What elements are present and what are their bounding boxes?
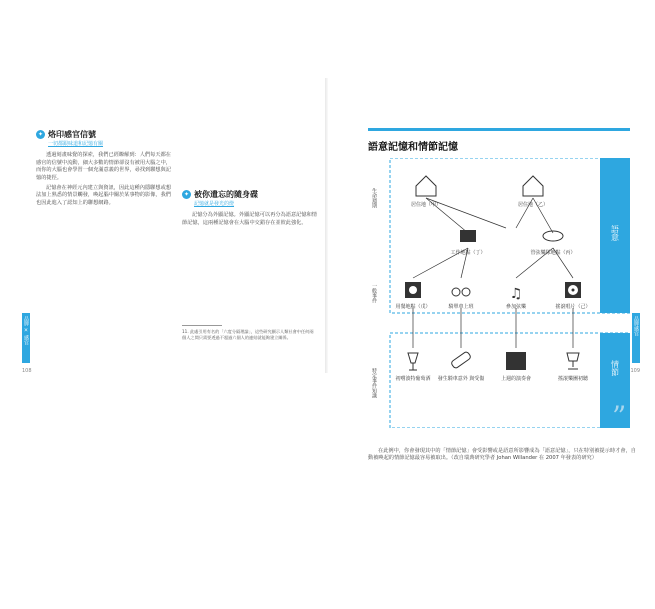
section-subtitle: 一切都跟味道和記憶有關	[48, 141, 104, 147]
footnote-rule	[182, 325, 222, 326]
bicycle-icon	[452, 288, 460, 296]
row-label-general: 一般事件	[371, 283, 377, 303]
briefcase-icon	[460, 230, 476, 242]
section-heading	[182, 190, 317, 199]
music-note-icon: ♫	[509, 286, 523, 302]
row-label-lifetime: 生命週期	[371, 188, 377, 208]
node-record	[555, 282, 590, 310]
house-icon	[416, 176, 436, 196]
node-rock	[558, 353, 589, 382]
node-label: 用餐地點（戊）	[395, 304, 431, 310]
wine-glass-icon	[408, 353, 418, 370]
band-label-episodic: 情節	[610, 360, 620, 376]
figure-caption: 在此例中，你會發現其中的「情節記憶」會受影響或是語意所影響成為「語意記憶」，只在特別被提示時才會，自動被喚起的情節記憶最容易被取出。（改自瑞典研究學者 Johan Willander 在 2007 年發表的研究）	[368, 448, 636, 462]
connector-lines	[410, 198, 576, 348]
quote-mark-icon: ”	[612, 400, 627, 433]
page-gutter	[325, 78, 328, 373]
house-icon	[523, 176, 543, 196]
node-bicycle	[447, 288, 473, 310]
left-page	[22, 78, 322, 378]
node-label: 搖滾樂團初聽	[557, 376, 589, 382]
bandage-icon	[451, 351, 472, 369]
row-label-specific: 特定事件知識	[371, 368, 377, 398]
node-concert	[501, 352, 531, 382]
footnote-text: 11. 此處引用有名的「六度分隔理論」，這些研究顯示人類社會中任何兩個人之間只需要透過不超過六個人的連結就能夠建立關係。	[182, 329, 314, 340]
node-wine	[395, 353, 430, 382]
node-label: 騎單車上班	[448, 304, 474, 310]
section-heading	[36, 130, 171, 139]
figure-title: 語意記憶和情節記憶	[368, 142, 458, 153]
paragraph: 透過刻畫味覺的探索，我們已經瞭解到：人們每天都在感官的信號中流動，細大多數的情節卻沒有被用大腦之中，而你的大腦也會學習一個充滿意義的世界，尋找到聯想與記憶的捷徑。	[36, 152, 171, 181]
node-label: 居住地（甲）	[410, 202, 442, 208]
node-label: 工作地點（丁）	[450, 250, 486, 256]
node-label: 發生騎車意外 與受傷	[437, 376, 485, 382]
node-label: 管弦樂隊地點（丙）	[530, 250, 576, 256]
band-label-semantic: 語意	[610, 225, 620, 241]
chapter-tab-label: 品牌感官	[633, 316, 639, 336]
node-label: 居住地（乙）	[517, 202, 549, 208]
node-residence-a	[411, 176, 441, 208]
left-sidebar	[22, 78, 30, 378]
section-title: 被你遺忘的隨身碟	[194, 189, 258, 199]
lightbulb-icon: ✦	[37, 130, 44, 138]
page-number: 108	[22, 368, 32, 374]
right-sidebar	[632, 78, 640, 378]
node-label: 搖滾唱片（己）	[555, 304, 591, 310]
node-label: 上週的演奏會	[500, 376, 532, 382]
node-music	[506, 286, 526, 310]
node-accident	[438, 351, 485, 382]
paragraph: 記憶會在神經元內建立與資訊，因此這種內隱聯想或想法加上熟悉的情景觸發，喚起腦中關於某事物的影像，我們也因此進入了認知上的聯想網路。	[36, 185, 171, 206]
node-orchestra	[530, 231, 575, 256]
left-column-1	[36, 130, 171, 210]
section-subtitle: 記憶就是發光的燈	[194, 201, 235, 207]
node-dining	[395, 282, 430, 310]
section-title: 烙印感官信號	[48, 129, 96, 139]
concert-hall-icon	[506, 352, 526, 370]
trophy-icon	[567, 353, 579, 369]
node-residence-b	[518, 176, 548, 208]
node-label: 參加弦樂	[505, 304, 527, 310]
node-workplace	[450, 230, 485, 256]
paragraph: 記憶分為外顯記憶。外顯記憶可以再分為語意記憶和情節記憶，這兩種記憶會在大腦中交錯存在並彼此強化。	[182, 212, 317, 226]
page-number: 109	[630, 368, 640, 374]
memory-diagram	[368, 158, 630, 428]
lightbulb-icon: ✦	[183, 190, 190, 198]
figure-rule	[368, 128, 630, 131]
left-column-2	[182, 130, 317, 230]
node-label: 初嚐波特葡萄酒	[395, 376, 431, 382]
footnote	[182, 325, 317, 341]
chapter-tab-label: 品牌 × 感官	[23, 316, 29, 346]
